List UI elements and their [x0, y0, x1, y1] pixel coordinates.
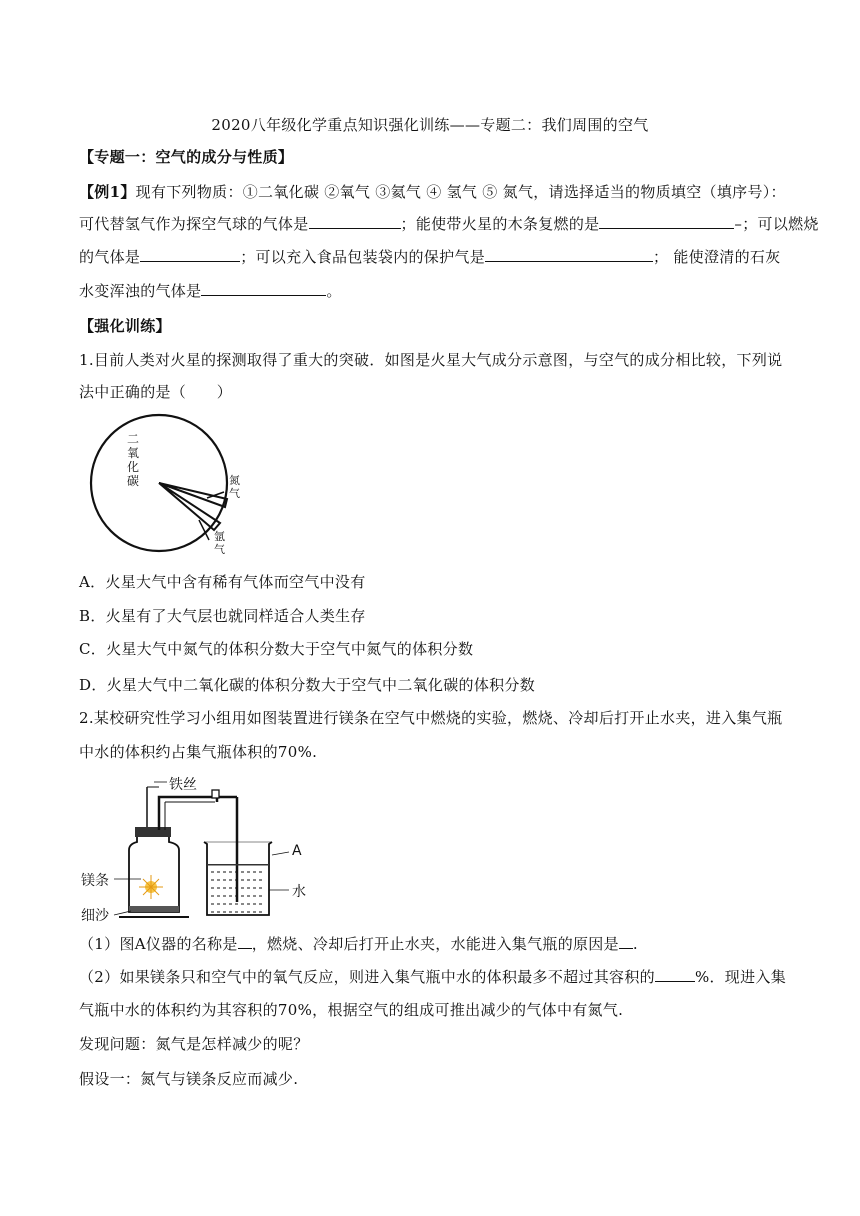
- answer-blank[interactable]: [140, 247, 240, 262]
- co2-label: 二氧化碳: [127, 432, 140, 488]
- example-line-3: [79, 247, 781, 267]
- example-text-4a: 水变浑浊的气体是: [79, 282, 202, 300]
- sand-label: 细沙: [81, 908, 109, 924]
- example-text-3c: ； 能使澄清的石灰: [653, 248, 781, 266]
- example-text-2b: ；能使带火星的木条复燃的是: [400, 215, 600, 233]
- section-heading-2: 【强化训练】: [79, 317, 171, 335]
- iron-wire-label: 铁丝: [169, 777, 197, 793]
- q2-discover: 发现问题：氮气是怎样减少的呢？: [79, 1035, 309, 1053]
- example-label: 【例1】: [79, 183, 136, 201]
- answer-blank[interactable]: [619, 934, 633, 949]
- q2-sub2-cont: 气瓶中水的体积约为其容积的70%，根据空气的组成可推出减少的气体中有氮气.: [79, 1001, 624, 1019]
- section-heading-1: 【专题一：空气的成分与性质】: [79, 148, 294, 166]
- example-text-4b: 。: [326, 282, 342, 300]
- q2-sub2-text-b: %．现进入集: [694, 968, 787, 986]
- answer-blank[interactable]: [599, 214, 734, 229]
- q2-sub1: [79, 934, 638, 954]
- answer-blank[interactable]: [309, 214, 401, 229]
- q2-sub2-text-a: （2）如果镁条只和空气中的氧气反应，则进入集气瓶中水的体积最多不超过其容积的: [79, 968, 655, 986]
- example-text-2a: 可代替氢气作为探空气球的气体是: [79, 215, 309, 233]
- page-title: 2020八年级化学重点知识强化训练——专题二：我们周围的空气: [211, 116, 649, 134]
- magnesium-label: 镁条: [81, 873, 109, 889]
- q2-sub1-text-b: ，燃烧、冷却后打开止水夹，水能进入集气瓶的原因是: [251, 935, 619, 953]
- answer-blank[interactable]: [655, 967, 695, 982]
- example-text-1: 现有下列物质：①二氧化碳 ②氧气 ③氦气 ④ 氢气 ⑤ 氮气，请选择适当的物质填空（填序号）：: [135, 183, 786, 201]
- answer-blank[interactable]: [238, 934, 252, 949]
- q1-stem-1: 1.目前人类对火星的探测取得了重大的突破．如图是火星大气成分示意图，与空气的成分相比较，下列说: [79, 351, 783, 369]
- example-text-2c: –；可以燃烧: [734, 215, 819, 233]
- example-line-4: [79, 281, 342, 301]
- instrument-a-label: A: [292, 843, 302, 859]
- apparatus-figure: [79, 772, 319, 927]
- q2-sub1-text-a: （1）图A仪器的名称是: [79, 935, 238, 953]
- example-text-3a: 的气体是: [79, 248, 141, 266]
- q2-sub2: [79, 967, 786, 987]
- q2-sub1-text-c: .: [632, 935, 638, 953]
- mars-atmosphere-figure: [79, 412, 249, 562]
- argon-label: 氩气: [214, 530, 225, 556]
- q2-stem-1: 2.某校研究性学习小组用如图装置进行镁条在空气中燃烧的实验，燃烧、冷却后打开止水夹，进入集气瓶: [79, 709, 783, 727]
- answer-blank[interactable]: [485, 247, 653, 262]
- water-label: 水: [292, 884, 306, 900]
- example-text-3b: ；可以充入食品包装袋内的保护气是: [240, 248, 486, 266]
- nitrogen-label: 氮气: [229, 474, 240, 500]
- answer-blank[interactable]: [201, 281, 326, 296]
- q1-stem-2: 法中正确的是（ ）: [79, 383, 233, 401]
- q1-option-b: B．火星有了大气层也就同样适合人类生存: [79, 607, 366, 625]
- example-line-1: [79, 182, 786, 202]
- apparatus-drawing: [79, 772, 319, 927]
- q2-hypothesis: 假设一：氮气与镁条反应而减少.: [79, 1070, 299, 1088]
- q1-option-d: D．火星大气中二氧化碳的体积分数大于空气中二氧化碳的体积分数: [79, 676, 536, 694]
- q1-option-c: C．火星大气中氮气的体积分数大于空气中氮气的体积分数: [79, 640, 474, 658]
- example-line-2: [79, 214, 819, 234]
- q1-option-a: A．火星大气中含有稀有气体而空气中没有: [79, 573, 366, 591]
- q2-stem-2: 中水的体积约占集气瓶体积的70%.: [79, 743, 318, 761]
